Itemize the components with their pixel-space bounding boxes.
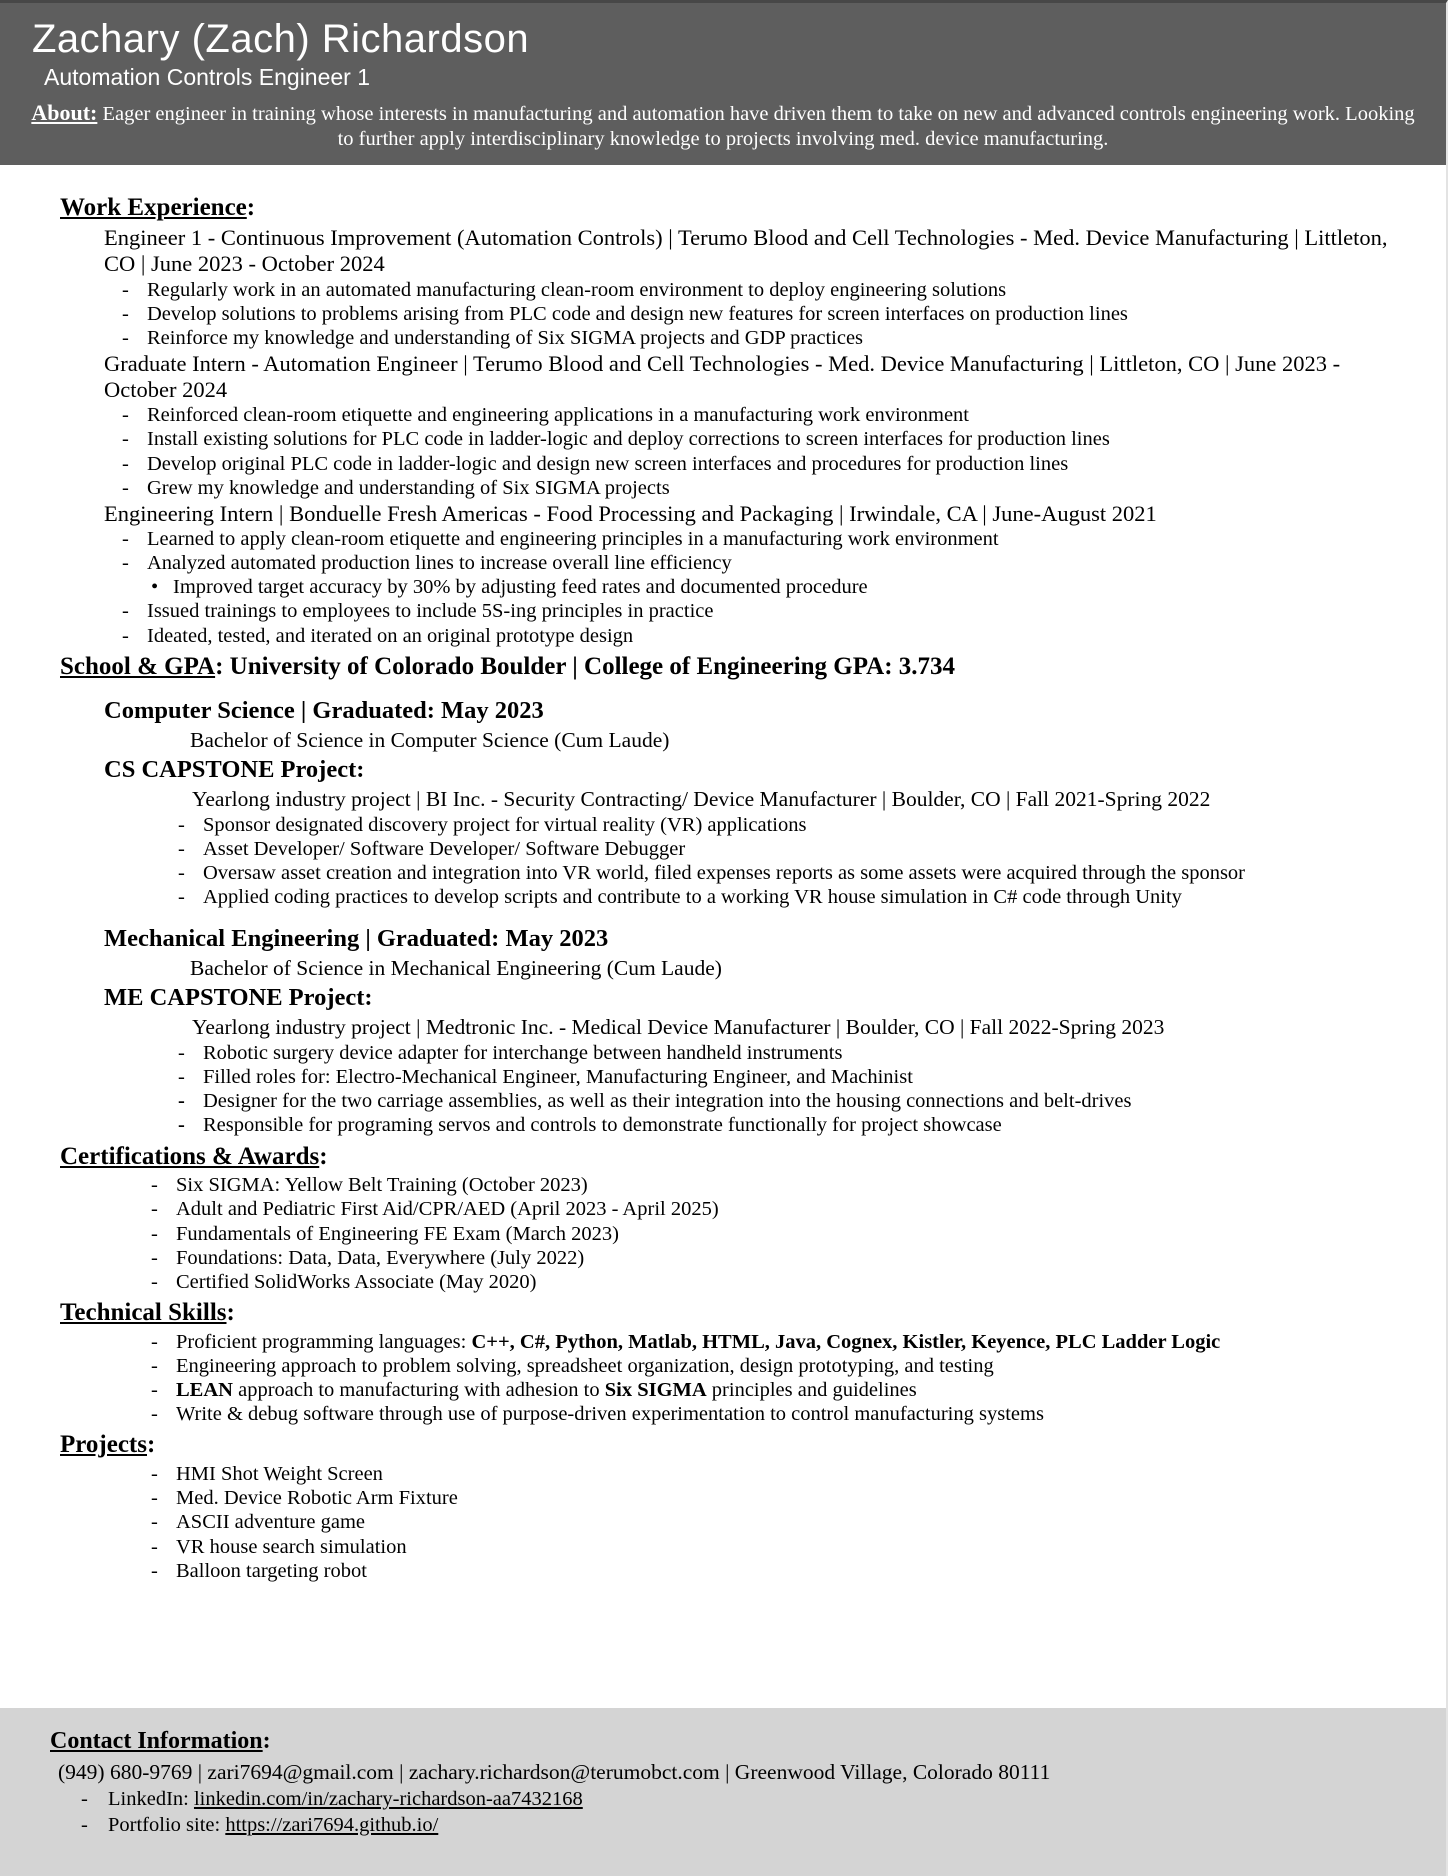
job-title: Engineering Intern | Bonduelle Fresh Americas - Food Processing and Packaging | Irwindale, CA | June-August 2021 [104, 500, 1157, 526]
bullet-item [122, 279, 1410, 302]
bullet-text: Certified SolidWorks Associate (May 2020) [176, 1270, 537, 1293]
contact-footer [0, 1708, 1446, 1876]
bullet-item [151, 1403, 1410, 1426]
job-title: Graduate Intern - Automation Engineer | Terumo Blood and Cell Technologies - Med. Device Manufacturing | Littleton, CO | June 2023 - October 2024 [104, 351, 1341, 403]
dash-marker: - [151, 1354, 158, 1377]
bullet-text: Engineering approach to problem solving, spreadsheet organization, design prototyping, and testing [176, 1354, 994, 1377]
bullet-text [176, 1331, 1410, 1354]
bullet-item [81, 1814, 1406, 1837]
bullet-item [122, 303, 1410, 326]
dash-marker: - [122, 624, 129, 647]
bullet-text: Issued trainings to employees to include 5S-ing principles in practice [147, 600, 714, 623]
dash-marker: - [122, 404, 129, 427]
section-school [60, 653, 1410, 1138]
linkedin-link[interactable]: linkedin.com/in/zachary-richardson-aa7432168 [193, 1788, 583, 1811]
bullet-item [81, 1788, 1406, 1811]
contact-list [81, 1788, 1406, 1836]
bullet-item [151, 1198, 1410, 1221]
bullet-text: Improved target accuracy by 30% by adjusting feed rates and documented procedure [173, 576, 868, 599]
bullet-text: Fundamentals of Engineering FE Exam (March 2023) [176, 1222, 619, 1245]
resume-body [0, 165, 1446, 1708]
dash-marker: - [81, 1788, 88, 1811]
bullet-text: HMI Shot Weight Screen [176, 1463, 383, 1486]
dash-marker: - [81, 1813, 88, 1836]
bullet-text: Grew my knowledge and understanding of Six SIGMA projects [147, 476, 670, 499]
bullet-text: Write & debug software through use of purpose-driven experimentation to control manufacturing systems [176, 1403, 1044, 1426]
skill-mid: approach to manufacturing with adhesion to [232, 1379, 605, 1402]
bullet-list [178, 814, 1410, 910]
dash-marker: - [178, 1090, 185, 1113]
dash-marker: - [151, 1270, 158, 1293]
bullet-text: Applied coding practices to develop scripts and contribute to a working VR house simulation in C# code through Unity [203, 886, 1182, 909]
bullet-item [151, 1511, 1410, 1534]
dash-marker: - [151, 1463, 158, 1486]
bullet-item [151, 1379, 1410, 1402]
dash-marker: - [151, 1511, 158, 1534]
bullet-text: Asset Developer/ Software Developer/ Software Debugger [203, 838, 686, 861]
bullet-text: Balloon targeting robot [176, 1559, 367, 1582]
bullet-item [151, 1223, 1410, 1246]
capstone-heading: CS CAPSTONE Project: [104, 756, 365, 784]
bullet-text: ASCII adventure game [176, 1511, 365, 1534]
dash-marker: - [178, 886, 185, 909]
dash-marker: - [151, 1246, 158, 1269]
capstone-heading: ME CAPSTONE Project: [104, 984, 373, 1012]
section-work-experience [60, 194, 1410, 648]
skill-sixsigma: Six SIGMA [604, 1379, 707, 1402]
dash-marker: - [122, 476, 129, 499]
bullet-item [122, 327, 1410, 350]
bullet-item [122, 453, 1410, 476]
bullet-item [151, 1355, 1410, 1378]
school-heading: School & GPA: University of Colorado Boulder | College of Engineering GPA: 3.734 [60, 652, 956, 680]
dash-marker: - [151, 1174, 158, 1197]
dot-marker: • [151, 576, 159, 599]
person-title: Automation Controls Engineer 1 [44, 63, 371, 90]
dash-marker: - [178, 862, 185, 885]
dash-marker: - [151, 1559, 158, 1582]
bullet-text: Ideated, tested, and iterated on an original prototype design [147, 624, 634, 647]
job-entry [60, 501, 1410, 648]
bullet-text: VR house search simulation [176, 1535, 407, 1558]
bullet-item [151, 1174, 1410, 1197]
dash-marker: - [151, 1379, 158, 1402]
degree-line: Bachelor of Science in Mechanical Engineering (Cum Laude) [190, 956, 722, 981]
bullet-text: Responsible for programing servos and controls to demonstrate functionally for project showcase [203, 1114, 1002, 1137]
bullet-text: Oversaw asset creation and integration into VR world, filed expenses reports as some assets were acquired through the sponsor [203, 862, 1245, 885]
bullet-item [151, 1463, 1410, 1486]
bullet-text: Designer for the two carriage assemblies, as well as their integration into the housing connections and belt-drives [203, 1090, 1132, 1113]
degree-line: Bachelor of Science in Computer Science (Cum Laude) [190, 728, 670, 753]
bullet-item [122, 404, 1410, 427]
certifications-heading: Certifications & Awards: [60, 1142, 328, 1170]
contact-line: (949) 680-9769 | zari7694@gmail.com | zachary.richardson@terumobct.com | Greenwood Village, Colorado 80111 [58, 1759, 1051, 1784]
bullet-text: Analyzed automated production lines to increase overall line efficiency [147, 552, 732, 575]
dash-marker: - [122, 428, 129, 451]
bullet-item [122, 477, 1410, 500]
degree-heading: Computer Science | Graduated: May 2023 [104, 697, 544, 725]
resume-header [0, 3, 1446, 165]
bullet-item [178, 838, 1410, 861]
bullet-item [151, 1536, 1410, 1559]
dash-marker: - [151, 1330, 158, 1353]
job-entry [60, 351, 1410, 500]
bullet-text [108, 1814, 1406, 1837]
skill-languages: C++, C#, Python, Matlab, HTML, Java, Cognex, Kistler, Keyence, PLC Ladder Logic [471, 1330, 1221, 1353]
degree-heading: Mechanical Engineering | Graduated: May 2023 [104, 925, 609, 953]
bullet-text: Filled roles for: Electro-Mechanical Engineer, Manufacturing Engineer, and Machinist [203, 1066, 913, 1089]
bullet-text: Reinforced clean-room etiquette and engineering applications in a manufacturing work environment [147, 404, 969, 427]
bullet-text: Develop original PLC code in ladder-logic and design new screen interfaces and procedures for production lines [147, 452, 1069, 475]
bullet-text: Six SIGMA: Yellow Belt Training (October 2023) [176, 1174, 588, 1197]
dash-marker: - [122, 600, 129, 623]
sub-bullet-item [151, 576, 1410, 599]
portfolio-link[interactable]: https://zari7694.github.io/ [225, 1813, 439, 1836]
bullet-item [178, 862, 1410, 885]
dash-marker: - [122, 552, 129, 575]
person-name: Zachary (Zach) Richardson [32, 17, 530, 61]
section-skills [60, 1299, 1410, 1426]
dash-marker: - [151, 1403, 158, 1426]
about-label: About: [31, 99, 98, 125]
bullet-list [151, 1331, 1410, 1427]
bullet-item [122, 428, 1410, 451]
degree-block-cs [60, 697, 1410, 909]
bullet-item [151, 1331, 1410, 1354]
capstone-line: Yearlong industry project | BI Inc. - Security Contracting/ Device Manufacturer | Boulder, CO | Fall 2021-Spring 2022 [192, 787, 1211, 812]
projects-heading: Projects: [60, 1431, 156, 1459]
dash-marker: - [122, 278, 129, 301]
skills-heading: Technical Skills: [60, 1299, 235, 1327]
section-certifications [60, 1143, 1410, 1295]
dash-marker: - [178, 838, 185, 861]
dash-marker: - [178, 1114, 185, 1137]
bullet-text: Adult and Pediatric First Aid/CPR/AED (April 2023 - April 2025) [176, 1198, 719, 1221]
bullet-list [122, 528, 1410, 648]
dash-marker: - [122, 326, 129, 349]
bullet-item [178, 1042, 1410, 1065]
skill-post: principles and guidelines [706, 1379, 917, 1402]
dash-marker: - [151, 1222, 158, 1245]
dash-marker: - [151, 1487, 158, 1510]
bullet-text: Sponsor designated discovery project for virtual reality (VR) applications [203, 813, 807, 836]
bullet-item [178, 886, 1410, 909]
bullet-text: Reinforce my knowledge and understanding of Six SIGMA projects and GDP practices [147, 326, 864, 349]
bullet-list [122, 279, 1410, 350]
bullet-item [122, 600, 1410, 623]
bullet-text [108, 1788, 1406, 1811]
bullet-text: Develop solutions to problems arising from PLC code and design new features for screen interfaces on production lines [147, 302, 1128, 325]
dash-marker: - [178, 1041, 185, 1064]
bullet-list [122, 404, 1410, 500]
bullet-text: Regularly work in an automated manufacturing clean-room environment to deploy engineering solutions [147, 278, 1007, 301]
work-experience-heading: Work Experience: [60, 193, 256, 221]
job-title: Engineer 1 - Continuous Improvement (Automation Controls) | Terumo Blood and Cell Technologies - Med. Device Manufacturing | Littleton, CO | June 2023 - October 2024 [104, 225, 1388, 277]
bullet-item [178, 814, 1410, 837]
about-text: Eager engineer in training whose interests in manufacturing and automation have driven them to take on new and advanced controls engineering work. Looking to further apply interdisciplinary knowledge to projects involving med. device manufacturing. [97, 102, 1415, 151]
bullet-item [151, 1271, 1410, 1294]
capstone-line: Yearlong industry project | Medtronic Inc. - Medical Device Manufacturer | Boulder, CO | Fall 2022-Spring 2023 [192, 1015, 1165, 1040]
bullet-list [178, 1042, 1410, 1138]
bullet-item [178, 1090, 1410, 1113]
dash-marker: - [178, 813, 185, 836]
dash-marker: - [178, 1066, 185, 1089]
dash-marker: - [151, 1535, 158, 1558]
bullet-text: Med. Device Robotic Arm Fixture [176, 1487, 458, 1510]
about-paragraph [22, 99, 1424, 153]
bullet-text: Robotic surgery device adapter for interchange between handheld instruments [203, 1041, 843, 1064]
dash-marker: - [151, 1198, 158, 1221]
bullet-item [178, 1066, 1410, 1089]
bullet-item [151, 1560, 1410, 1583]
bullet-item [178, 1114, 1410, 1137]
job-entry [60, 225, 1410, 350]
bullet-item [122, 625, 1410, 648]
bullet-list [151, 1463, 1410, 1583]
skill-prefix: Proficient programming languages: [176, 1330, 472, 1353]
bullet-item [122, 528, 1410, 551]
bullet-item [122, 552, 1410, 575]
bullet-text: Learned to apply clean-room etiquette and engineering principles in a manufacturing work environment [147, 527, 999, 550]
bullet-list [151, 1174, 1410, 1294]
dash-marker: - [122, 452, 129, 475]
dash-marker: - [122, 302, 129, 325]
bullet-text: Install existing solutions for PLC code in ladder-logic and deploy corrections to screen interfaces for production lines [147, 428, 1110, 451]
portfolio-label: Portfolio site: [108, 1813, 226, 1836]
dash-marker: - [122, 527, 129, 550]
section-projects [60, 1431, 1410, 1583]
skill-lean: LEAN [176, 1379, 233, 1402]
linkedin-label: LinkedIn: [108, 1788, 194, 1811]
bullet-item [151, 1487, 1410, 1510]
bullet-text: Foundations: Data, Data, Everywhere (July 2022) [176, 1246, 585, 1269]
degree-block-me [60, 925, 1410, 1137]
bullet-text [176, 1379, 1410, 1402]
contact-heading: Contact Information: [50, 1728, 271, 1754]
bullet-item [151, 1247, 1410, 1270]
